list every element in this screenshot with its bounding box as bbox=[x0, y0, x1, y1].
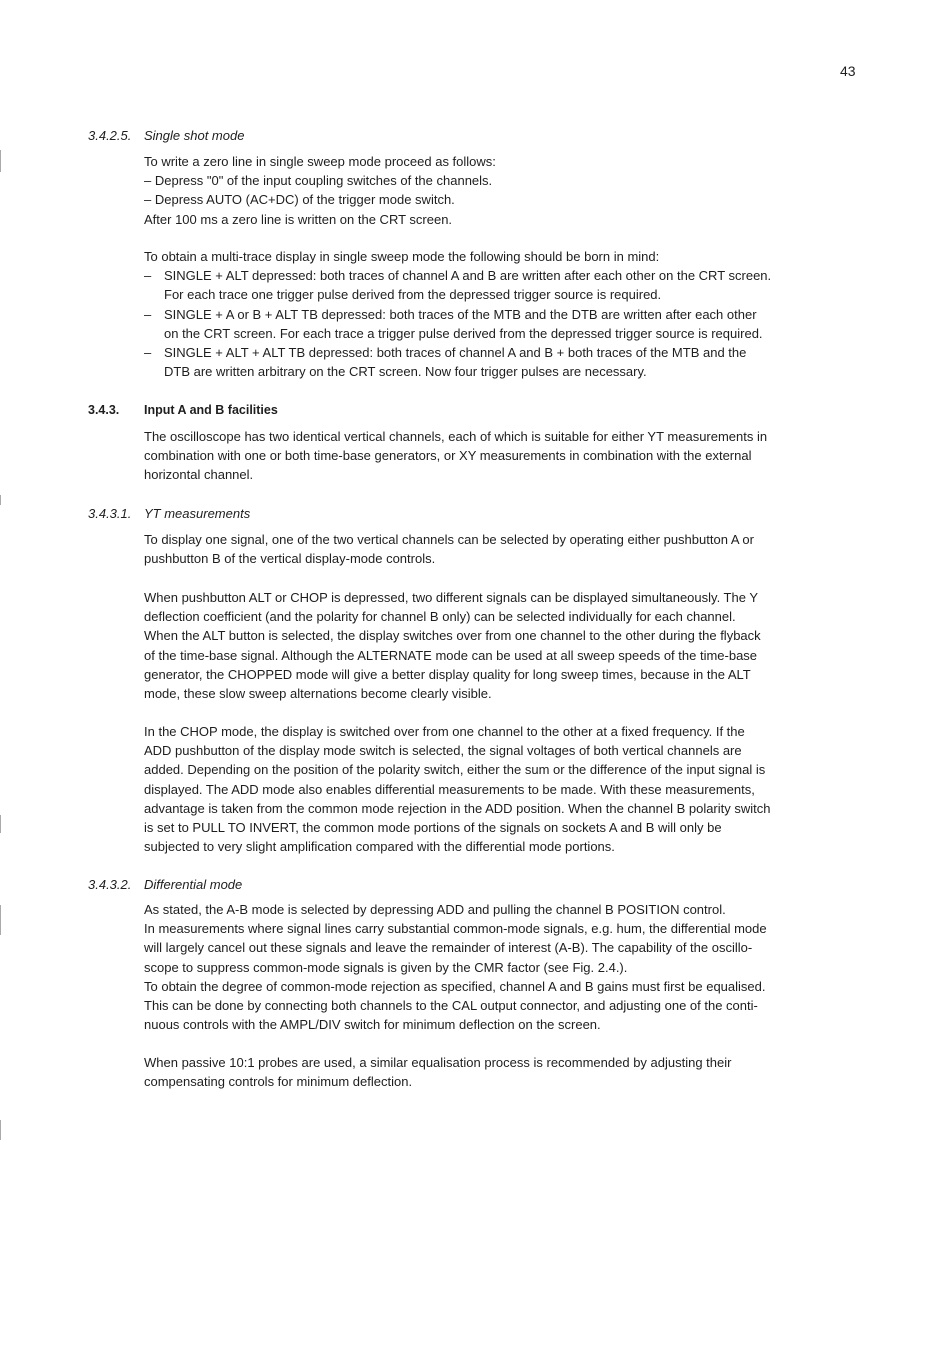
text-line: mode, these slow sweep alternations become clearly visible. bbox=[144, 686, 492, 702]
bullet-dash: – bbox=[144, 306, 152, 322]
section-number: 3.4.2.5. bbox=[88, 128, 132, 143]
text-line: added. Depending on the position of the polarity switch, either the sum or the difference of the input signal is bbox=[144, 762, 766, 778]
text-line: on the CRT screen. For each trace a trigger pulse derived from the depressed trigger source is required. bbox=[164, 325, 763, 341]
text-line: will largely cancel out these signals and leave the remainder of interest (A-B). The capability of the oscillo- bbox=[144, 940, 753, 956]
text-line: This can be done by connecting both channels to the CAL output connector, and adjusting one of the conti- bbox=[144, 998, 758, 1014]
paragraph bbox=[144, 1053, 864, 1091]
section-title: Differential mode bbox=[144, 877, 243, 892]
text-line: displayed. The ADD mode also enables differential measurements to be made. With these measurements, bbox=[144, 781, 755, 797]
margin-mark bbox=[0, 815, 9, 833]
text-line: subjected to very slight amplification compared with the differential mode portions. bbox=[144, 839, 615, 855]
paragraph bbox=[144, 722, 864, 856]
text-line: scope to suppress common-mode signals is given by the CMR factor (see Fig. 2.4.). bbox=[144, 959, 628, 975]
paragraph bbox=[144, 247, 864, 381]
section-title: Single shot mode bbox=[144, 128, 245, 143]
text-line: compensating controls for minimum deflection. bbox=[144, 1074, 413, 1090]
paragraph bbox=[144, 900, 864, 1034]
margin-mark bbox=[0, 495, 9, 505]
text-line: of the time-base signal. Although the ALTERNATE mode can be used at all sweep speeds of the time-base bbox=[144, 647, 758, 663]
text-line: DTB are written arbitrary on the CRT screen. Now four trigger pulses are necessary. bbox=[164, 364, 647, 380]
text-line: combination with one or both time-base generators, or XY measurements in combination with the external bbox=[144, 448, 752, 464]
text-line: nuous controls with the AMPL/DIV switch for minimum deflection on the screen. bbox=[144, 1017, 601, 1033]
bullet-item bbox=[144, 266, 864, 285]
text-line: To obtain a multi-trace display in single sweep mode the following should be born in mind: bbox=[144, 249, 660, 264]
bullet-item bbox=[144, 305, 864, 324]
text-line: To display one signal, one of the two vertical channels can be selected by operating either pushbutton A or bbox=[144, 532, 754, 547]
text-line: To obtain the degree of common-mode rejection as specified, channel A and B gains must first be equalised. bbox=[144, 978, 766, 994]
section-title: YT measurements bbox=[144, 506, 251, 521]
section-number: 3.4.3. bbox=[88, 403, 120, 417]
text-line: advantage is taken from the common mode rejection in the ADD position. When the channel B polarity switch bbox=[144, 800, 771, 816]
text-line: When pushbutton ALT or CHOP is depressed, two different signals can be displayed simultaneously. The Y bbox=[144, 590, 759, 605]
text-line: In the CHOP mode, the display is switched over from one channel to the other at a fixed frequency. If the bbox=[144, 724, 745, 739]
text-line: horizontal channel. bbox=[144, 467, 254, 483]
text-line: – Depress "0" of the input coupling switches of the channels. bbox=[144, 173, 493, 189]
text-line: To write a zero line in single sweep mode proceed as follows: bbox=[144, 154, 496, 169]
paragraph bbox=[144, 588, 864, 703]
text-line: SINGLE + ALT depressed: both traces of channel A and B are written after each other on the CRT screen. bbox=[164, 268, 772, 284]
text-line: When passive 10:1 probes are used, a similar equalisation process is recommended by adjusting their bbox=[144, 1055, 732, 1070]
paragraph bbox=[144, 427, 864, 485]
section-number: 3.4.3.2. bbox=[88, 877, 132, 892]
text-line: In measurements where signal lines carry substantial common-mode signals, e.g. hum, the differential mode bbox=[144, 921, 767, 937]
text-line: SINGLE + A or B + ALT TB depressed: both traces of the MTB and the DTB are written after each other bbox=[164, 306, 757, 322]
text-line: deflection coefficient (and the polarity for channel B only) can be selected individually for each channel. bbox=[144, 609, 736, 625]
text-line: After 100 ms a zero line is written on the CRT screen. bbox=[144, 211, 453, 227]
margin-mark bbox=[0, 905, 9, 935]
text-line: is set to PULL TO INVERT, the common mode portions of the signals on sockets A and B will only be bbox=[144, 820, 722, 836]
margin-mark bbox=[0, 1120, 9, 1140]
bullet-dash: – bbox=[144, 268, 152, 284]
text-line: generator, the CHOPPED mode will give a better display quality for long sweep times, because in the ALT bbox=[144, 666, 751, 682]
paragraph bbox=[144, 152, 864, 229]
text-line: – Depress AUTO (AC+DC) of the trigger mode switch. bbox=[144, 192, 455, 208]
section-number: 3.4.3.1. bbox=[88, 506, 132, 521]
text-line: pushbutton B of the vertical display-mode controls. bbox=[144, 551, 436, 567]
text-line: ADD pushbutton of the display mode switch is selected, the signal voltages of both vertical channels are bbox=[144, 743, 742, 759]
margin-mark bbox=[0, 150, 9, 172]
text-line: For each trace one trigger pulse derived from the depressed trigger source is required. bbox=[164, 287, 662, 303]
text-line: As stated, the A-B mode is selected by depressing ADD and pulling the channel B POSITION control. bbox=[144, 902, 726, 917]
text-line: The oscilloscope has two identical vertical channels, each of which is suitable for either YT measurements in bbox=[144, 429, 768, 444]
text-line: When the ALT button is selected, the display switches over from one channel to the other during the flyback bbox=[144, 628, 761, 644]
bullet-item bbox=[144, 343, 864, 362]
bullet-dash: – bbox=[144, 345, 152, 361]
page-number: 43 bbox=[840, 63, 856, 79]
paragraph bbox=[144, 530, 864, 568]
text-line: SINGLE + ALT + ALT TB depressed: both traces of channel A and B + both traces of the MTB and the bbox=[164, 345, 747, 361]
section-title: Input A and B facilities bbox=[144, 403, 278, 417]
